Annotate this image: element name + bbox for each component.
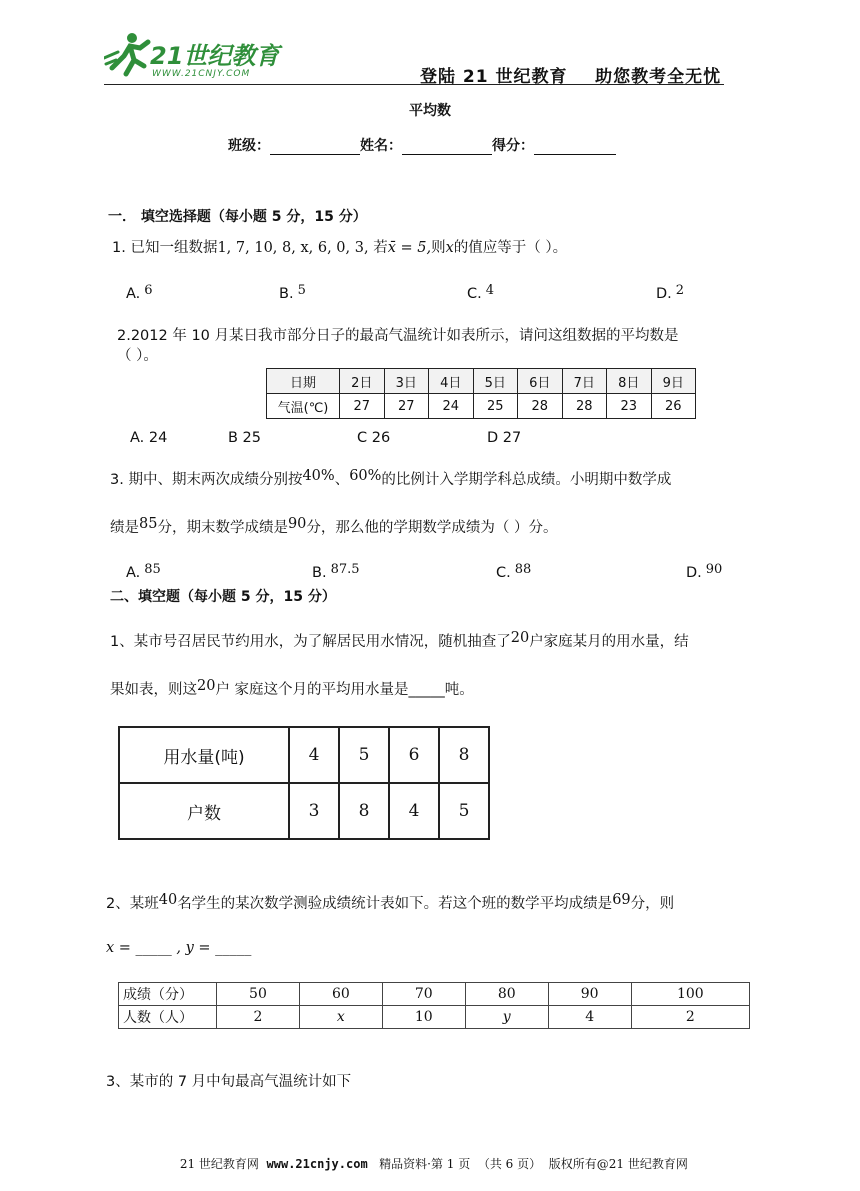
score-label: 得分： <box>492 138 534 154</box>
table-row: 成绩（分） 50 60 70 80 90 100 <box>119 983 750 1006</box>
header-slogan: 登陆 21 世纪教育 助您教考全无忧 <box>420 67 722 87</box>
table-row: 气温(℃) 27 27 24 25 28 28 23 26 <box>267 394 696 419</box>
question-2-3: 3、某市的 7 月中旬最高气温统计如下 <box>106 1074 352 1090</box>
score-field[interactable] <box>534 138 616 155</box>
footer-prefix: 21 世纪教育网 <box>179 1157 267 1171</box>
question-2-1-line2: 果如表，则这20户 家庭这个月的平均用水量是_____吨。 <box>110 678 474 698</box>
class-field[interactable] <box>270 138 360 155</box>
header-divider <box>104 84 724 85</box>
question-1-2-line2: （ ）。 <box>117 348 158 364</box>
site-logo <box>104 28 294 84</box>
logo-text: 21世纪教育 <box>150 42 280 70</box>
runner-icon <box>104 28 294 84</box>
table-row: 户数 3 8 4 5 <box>119 783 489 839</box>
q2-option-c[interactable]: C 26 <box>357 430 391 446</box>
q1-option-c[interactable]: C. 4 <box>467 283 495 302</box>
name-field[interactable] <box>402 138 492 155</box>
q1-option-a[interactable]: A. 6 <box>126 283 153 302</box>
q1-variable: x <box>445 240 454 256</box>
logo-url: WWW.21CNJY.COM <box>152 69 251 79</box>
q1-option-d[interactable]: D. 2 <box>656 283 685 302</box>
water-usage-table <box>118 726 490 840</box>
q2-option-b[interactable]: B 25 <box>228 430 262 446</box>
section-2-heading: 二、填空题（每小题 5 分，15 分） <box>110 589 336 605</box>
question-1-2-line1: 2.2012 年 10 月某日我市部分日子的最高气温统计如表所示，请问这组数据的平均数是 <box>117 328 679 344</box>
q1-option-b[interactable]: B. 5 <box>279 283 306 302</box>
page-footer <box>0 1141 860 1172</box>
q3-option-a[interactable]: A. 85 <box>126 562 161 581</box>
question-1-3-line2: 绩是85分，期末数学成绩是90分，那么他的学期数学成绩为（ ）分。 <box>110 516 558 536</box>
q1-data: 1, 7, 10, 8, x, 6, 0, 3, <box>217 240 369 256</box>
student-info-line <box>228 135 616 155</box>
table-row: 日期 2日 3日 4日 5日 6日 7日 8日 9日 <box>267 369 696 394</box>
name-label: 姓名： <box>360 138 402 154</box>
q3-option-d[interactable]: D. 90 <box>686 562 723 581</box>
question-2-2-line1: 2、某班40名学生的某次数学测验成绩统计表如下。若这个班的数学平均成绩是69分，则 <box>106 892 675 912</box>
q2-option-a[interactable]: A. 24 <box>130 430 168 446</box>
score-table <box>118 982 750 1029</box>
q3-option-c[interactable]: C. 88 <box>496 562 532 581</box>
q1-mid: 则 <box>431 240 446 256</box>
q1-suffix: 的值应等于（ ）。 <box>453 240 568 256</box>
q3-option-b[interactable]: B. 87.5 <box>312 562 360 581</box>
q2-option-d[interactable]: D 27 <box>487 430 522 446</box>
page-title: 平均数 <box>409 103 451 119</box>
table-row: 用水量(吨) 4 5 6 8 <box>119 727 489 783</box>
footer-link[interactable]: www.21cnjy.com <box>266 1157 368 1171</box>
question-1-1 <box>112 238 567 258</box>
q1-condition: x̄ = 5, <box>387 240 432 256</box>
temperature-table <box>266 368 696 419</box>
footer-suffix: 精品资料·第 1 页 （共 6 页） 版权所有@21 世纪教育网 <box>367 1157 688 1171</box>
table-row: 人数（人） 2 x 10 y 4 2 <box>119 1006 750 1029</box>
class-label: 班级： <box>228 138 270 154</box>
question-2-2-line2: x = _____ , y = _____ <box>106 940 252 956</box>
question-1-3-line1: 3. 期中、期末两次成绩分别按40%、60%的比例计入学期学科总成绩。小明期中数学成 <box>110 468 672 488</box>
q1-prefix: 1. 已知一组数据 <box>112 240 218 256</box>
section-1-heading: 一． 填空选择题（每小题 5 分，15 分） <box>108 209 367 225</box>
q1-cond-pre: 若 <box>373 240 388 256</box>
question-2-1-line1: 1、某市号召居民节约用水，为了解居民用水情况，随机抽查了20户家庭某月的用水量，结 <box>110 630 689 650</box>
